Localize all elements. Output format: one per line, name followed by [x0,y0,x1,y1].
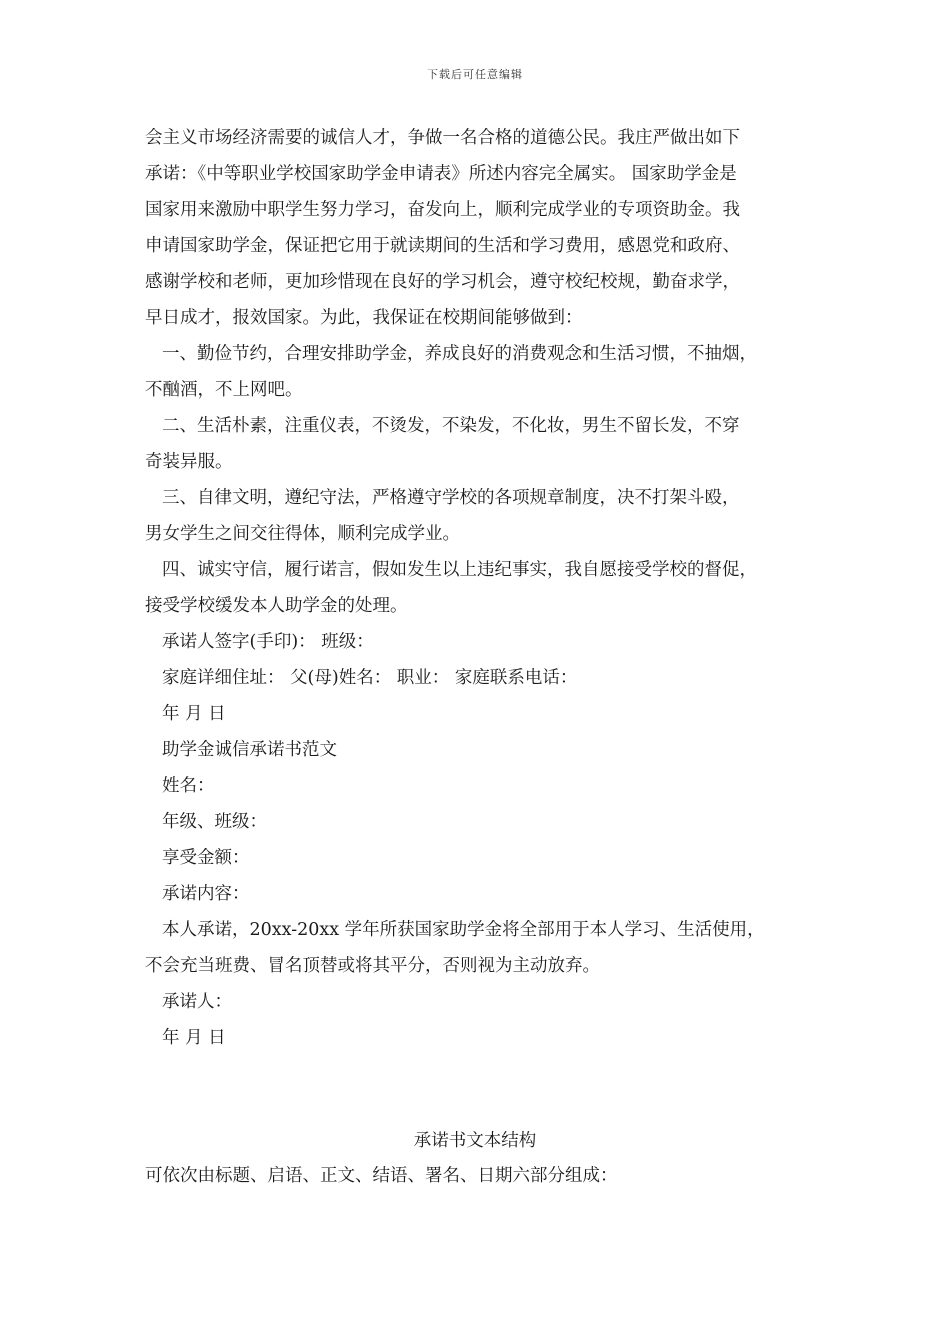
grade-class-field-label: 年级、班级： [162,812,267,832]
structure-section-intro: 可依次由标题、启语、正文、结语、署名、日期六部分组成： [145,1166,618,1186]
body-line-1: 会主义市场经济需要的诚信人才，争做一名合格的道德公民。我庄严做出如下 [145,128,740,148]
pledge-statement-line-1: 本人承诺，20xx-20xx 学年所获国家助学金将全部用于本人学习、生活使用， [162,920,765,940]
name-field-label: 姓名： [162,776,215,796]
signature-line: 承诺人签字(手印)： 班级： [162,632,374,652]
body-line-4: 申请国家助学金，保证把它用于就读期间的生活和学习费用，感恩党和政府、 [145,236,740,256]
date-line-2: 年 月 日 [162,1028,226,1048]
pledge-content-label: 承诺内容： [162,884,250,904]
pledge-item-4-line-2: 接受学校缓发本人助学金的处理。 [145,596,408,616]
body-line-5: 感谢学校和老师，更加珍惜现在良好的学习机会，遵守校纪校规，勤奋求学， [145,272,740,292]
amount-field-label: 享受金额： [162,848,250,868]
body-line-3: 国家用来激励中职学生努力学习，奋发向上，顺利完成学业的专项资助金。我 [145,200,740,220]
body-line-2: 承诺：《中等职业学校国家助学金申请表》所述内容完全属实。 国家助学金是 [145,164,737,184]
body-line-6: 早日成才，报效国家。为此，我保证在校期间能够做到： [145,308,583,328]
pledge-item-4-line-1: 四、诚实守信，履行诺言，假如发生以上违纪事实，我自愿接受学校的督促， [162,560,757,580]
pledge-item-3-line-2: 男女学生之间交往得体，顺利完成学业。 [145,524,460,544]
sample-title: 助学金诚信承诺书范文 [162,740,337,760]
pledge-item-3-line-1: 三、自律文明，遵纪守法，严格遵守学校的各项规章制度，决不打架斗殴， [162,488,740,508]
pledge-item-2-line-2: 奇装异服。 [145,452,233,472]
page-header-note: 下载后可任意编辑 [427,68,523,81]
document-body [145,120,815,1056]
pledge-item-1-line-2: 不酗酒，不上网吧。 [145,380,303,400]
structure-section-title: 承诺书文本结构 [413,1131,537,1151]
pledge-item-1-line-1: 一、勤俭节约，合理安排助学金，养成良好的消费观念和生活习惯，不抽烟， [162,344,757,364]
date-line-1: 年 月 日 [162,704,226,724]
pledger-label: 承诺人： [162,992,232,1012]
family-info-line: 家庭详细住址： 父(母)姓名： 职业： 家庭联系电话： [162,668,578,688]
pledge-item-2-line-1: 二、生活朴素，注重仪表，不烫发，不染发，不化妆，男生不留长发，不穿 [162,416,740,436]
pledge-statement-line-2: 不会充当班费、冒名顶替或将其平分，否则视为主动放弃。 [145,956,600,976]
